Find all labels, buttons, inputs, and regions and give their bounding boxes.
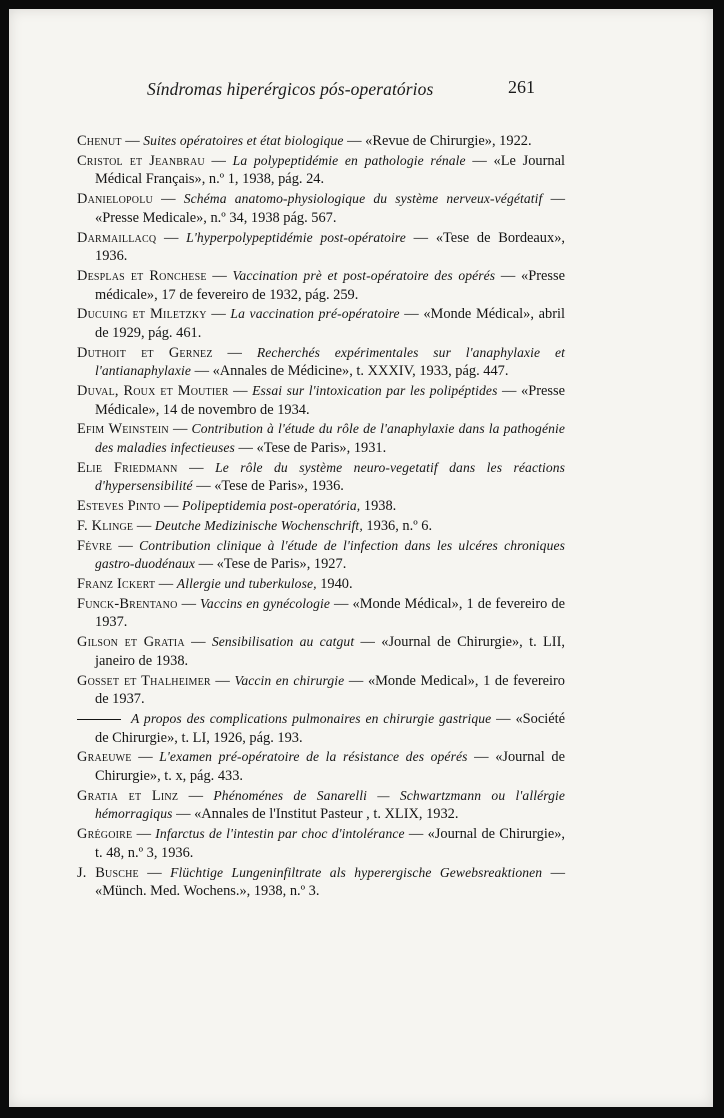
reference-title: Vaccin en chirurgie xyxy=(234,672,345,688)
reference-details: «Société de Chirurgie», t. LI, 1926, pág. 193. xyxy=(95,711,565,746)
reference-author: Efim Weinstein xyxy=(77,421,169,438)
reference-author: Gosset et Thalheimer xyxy=(77,672,211,689)
reference-title: Recherchés expérimentales sur l'anaphylaxie et l'antianaphylaxie xyxy=(95,344,565,379)
reference-entry: Efim Weinstein — Contribution à l'étude du rôle de l'anaphylaxie dans la pathogénie des maladies infectieuses — «Tese de Paris», 1931. xyxy=(77,421,565,456)
reference-author: J. Busche xyxy=(77,864,139,881)
reference-entry: F. Klinge — Deutche Medizinische Wochenschrift, 1936, n.º 6. xyxy=(77,517,433,534)
reference-details: «Presse médicale», 17 de fevereiro de 1932, pág. 259. xyxy=(95,267,565,303)
reference-entry: Grégoire — Infarctus de l'intestin par choc d'intolérance — «Journal de Chirurgie», t. 48, n.º 3, 1936. xyxy=(77,826,565,861)
reference-entry: Cristol et Jeanbrau — La polypeptidémie en pathologie rénale — «Le Journal Médical Français», n.º 1, 1938, pág. 24. xyxy=(77,152,565,188)
reference-entry: Ducuing et Miletzky — La vaccination pré-opératoire — «Monde Médical», abril de 1929, pág. 461. xyxy=(77,306,565,341)
page-header xyxy=(9,79,713,103)
reference-author: Gratia et Linz xyxy=(77,787,179,804)
reference-entry: Gosset et Thalheimer — Vaccin en chirurgie — «Monde Medical», 1 de fevereiro de 1937. xyxy=(77,672,565,708)
reference-entry: Desplas et Ronchese — Vaccination prè et post-opératoire des opérés — «Presse médicale», 17 de fevereiro de 1932, pág. 259. xyxy=(77,267,565,303)
reference-title: Sensibilisation au catgut xyxy=(211,634,355,650)
ditto-dash xyxy=(77,719,121,720)
reference-author: F. Klinge xyxy=(77,517,134,534)
reference-entry: Chenut — Suites opératoires et état biologique — «Revue de Chirurgie», 1922. xyxy=(77,133,532,149)
reference-entry: Gratia et Linz — Phénoménes de Sanarelli — Schwartzmann ou l'allérgie hémorragiqus — «Annales de l'Institut Pasteur , t. XLIX, 1932. xyxy=(77,787,566,823)
reference-details: «Annales de Médicine», t. XXXIV, 1933, pág. 447. xyxy=(212,363,509,380)
reference-title: Suites opératoires et état biologique xyxy=(143,133,344,148)
reference-entry: Franz Ickert — Allergie und tuberkulose, 1940. xyxy=(77,576,353,593)
reference-details: «Le Journal Médical Français», n.º 1, 1938, pág. 24. xyxy=(95,152,565,188)
reference-author: Esteves Pinto xyxy=(77,498,161,515)
reference-details: «Revue de Chirurgie», 1922. xyxy=(365,133,532,149)
reference-author: Duval, Roux et Moutier xyxy=(77,383,229,400)
reference-author: Darmaillacq xyxy=(77,229,157,246)
reference-details: 1936, n.º 6. xyxy=(366,517,433,534)
reference-details: 1938. xyxy=(363,498,397,515)
reference-details: «Monde Medical», 1 de fevereiro de 1937. xyxy=(95,672,565,708)
running-title: Síndromas hiperérgicos pós-operatórios xyxy=(147,79,434,99)
reference-details: «Journal de Chirurgie», t. LII, janeiro de 1938. xyxy=(95,634,565,669)
book-page xyxy=(9,9,713,1107)
reference-details: «Tese de Paris», 1936. xyxy=(214,478,344,495)
reference-entry: Elie Friedmann — Le rôle du système neuro-vegetatif dans les réactions d'hypersensibilité — «Tese de Paris», 1936. xyxy=(77,459,566,495)
reference-entry: Févre — Contribution clinique à l'étude de l'infection dans les ulcéres chroniques gastro-duodénaux — «Tese de Paris», 1927. xyxy=(77,537,565,573)
reference-author: Chenut xyxy=(77,133,122,149)
reference-details: «Monde Médical», 1 de fevereiro de 1937. xyxy=(95,595,565,631)
reference-details: «Monde Médical», abril de 1929, pág. 461. xyxy=(95,306,565,341)
reference-title: Polipeptidemia post-operatória, xyxy=(181,498,361,514)
reference-details: «Tese de Paris», 1927. xyxy=(216,556,347,573)
reference-author: Funck-Brentano xyxy=(77,595,178,612)
reference-entry: Gilson et Gratia — Sensibilisation au catgut — «Journal de Chirurgie», t. LII, janeiro de 1938. xyxy=(77,634,565,669)
reference-entry: Danielopolu — Schéma anatomo-physiologique du système nerveux-végétatif — «Presse Medicale», n.º 34, 1938 pág. 567. xyxy=(77,191,565,226)
reference-title: Contribution à l'étude du rôle de l'anaphylaxie dans la pathogénie des maladies infectieuses xyxy=(95,421,565,455)
reference-entry: Darmaillacq — L'hyperpolypeptidémie post-opératoire — «Tese de Bordeaux», 1936. xyxy=(77,229,565,265)
reference-author: Févre xyxy=(77,537,113,554)
reference-title: Vaccins en gynécologie xyxy=(200,595,330,611)
reference-title: Schéma anatomo-physiologique du système nerveux-végétatif xyxy=(183,191,543,207)
reference-author: Elie Friedmann xyxy=(77,459,178,476)
reference-entry: Esteves Pinto — Polipeptidemia post-operatória, 1938. xyxy=(77,498,397,515)
reference-details: «Journal de Chirurgie», t. x, pág. 433. xyxy=(95,749,565,784)
reference-author: Grégoire xyxy=(77,826,133,843)
reference-details: «Tese de Paris», 1931. xyxy=(256,440,387,456)
reference-author: Duthoit et Gernez xyxy=(77,344,213,361)
reference-title: La polypeptidémie en pathologie rénale xyxy=(232,152,466,168)
reference-title: Phénoménes de Sanarelli — Schwartzmann ou l'allérgie hémorragiqus xyxy=(95,787,566,822)
reference-entry: A propos des complications pulmonaires en chirurgie gastrique — «Société de Chirurgie», t. LI, 1926, pág. 193. xyxy=(77,710,565,747)
reference-title: La vaccination pré-opératoire xyxy=(230,306,400,322)
reference-title: L'hyperpolypeptidémie post-opératoire xyxy=(186,229,406,245)
reference-title: Vaccination prè et post-opératoire des opérés xyxy=(232,267,496,283)
reference-author: Ducuing et Miletzky xyxy=(77,306,207,323)
reference-entry: Funck-Brentano — Vaccins en gynécologie — «Monde Médical», 1 de fevereiro de 1937. xyxy=(77,595,565,631)
reference-title: Flüchtige Lungeninfiltrate als hyperergische Gewebsreaktionen xyxy=(170,864,543,880)
reference-details: «Journal de Chirurgie», t. 48, n.º 3, 1936. xyxy=(95,826,565,861)
reference-author: Graeuwe xyxy=(77,749,132,766)
reference-title: A propos des complications pulmonaires en chirurgie gastrique xyxy=(131,711,492,726)
reference-details: «Annales de l'Institut Pasteur , t. XLIX, 1932. xyxy=(194,806,459,823)
reference-details: «Tese de Bordeaux», 1936. xyxy=(95,229,565,265)
reference-title: Essai sur l'intoxication par les polipéptides xyxy=(252,383,498,399)
reference-author: Gilson et Gratia xyxy=(77,634,185,651)
reference-title: Deutche Medizinische Wochenschrift, xyxy=(154,517,363,533)
reference-title: L'examen pré-opératoire de la résistance des opérés xyxy=(159,749,468,765)
reference-author: Desplas et Ronchese xyxy=(77,267,207,284)
reference-author: Danielopolu xyxy=(77,191,153,208)
bibliography-list xyxy=(77,132,565,902)
reference-details: «Presse Medicale», n.º 34, 1938 pág. 567. xyxy=(95,209,337,226)
reference-entry: Duthoit et Gernez — Recherchés expérimentales sur l'anaphylaxie et l'antianaphylaxie — «Annales de Médicine», t. XXXIV, 1933, pág. 447. xyxy=(77,344,565,380)
reference-title: Allergie und tuberkulose, xyxy=(176,576,317,592)
reference-details: 1940. xyxy=(320,576,353,593)
reference-title: Le rôle du système neuro-vegetatif dans les réactions d'hypersensibilité xyxy=(95,459,566,494)
reference-entry: Graeuwe — L'examen pré-opératoire de la résistance des opérés — «Journal de Chirurgie», t. x, pág. 433. xyxy=(77,749,565,784)
reference-entry: Duval, Roux et Moutier — Essai sur l'intoxication par les polipéptides — «Presse Médicale», 14 de novembro de 1934. xyxy=(77,383,565,418)
reference-title: Infarctus de l'intestin par choc d'intolérance xyxy=(155,826,405,842)
page-number: 261 xyxy=(508,77,535,97)
reference-author: Franz Ickert xyxy=(77,576,156,593)
reference-author: Cristol et Jeanbrau xyxy=(77,152,205,169)
reference-details: «Münch. Med. Wochens.», 1938, n.º 3. xyxy=(95,883,320,900)
reference-entry: J. Busche — Flüchtige Lungeninfiltrate als hyperergische Gewebsreaktionen — «Münch. Med. Wochens.», 1938, n.º 3. xyxy=(77,864,565,900)
reference-title: Contribution clinique à l'étude de l'infection dans les ulcéres chroniques gastro-duodénaux xyxy=(95,537,565,572)
reference-details: «Presse Médicale», 14 de novembro de 1934. xyxy=(95,383,565,418)
